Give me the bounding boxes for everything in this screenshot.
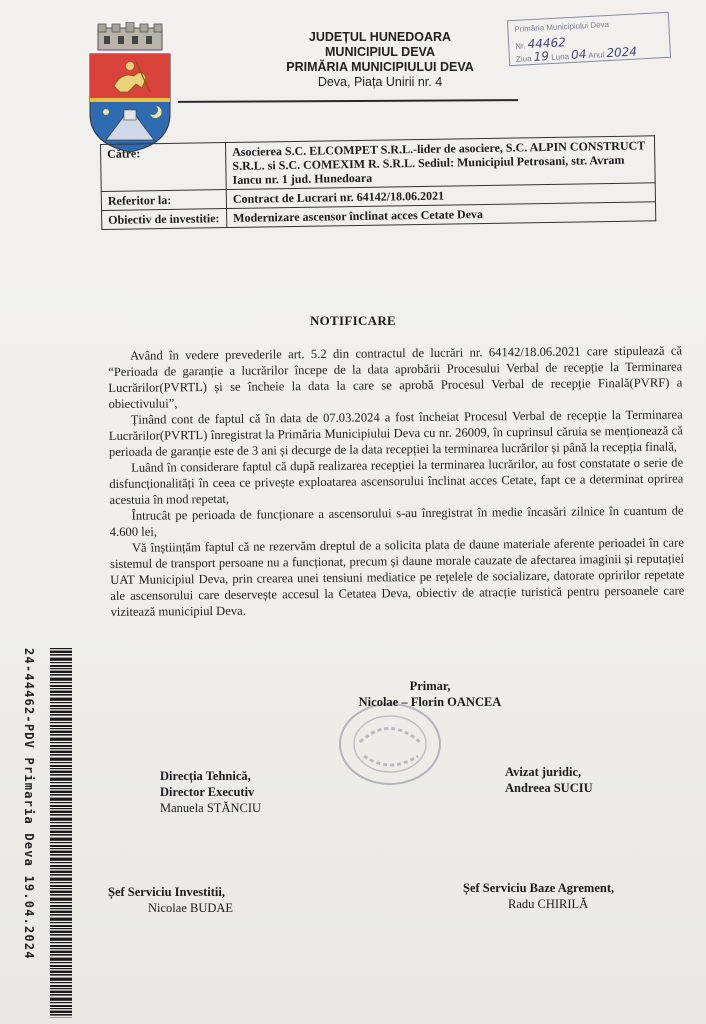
barcode-bar [50,771,72,773]
barcode-bar [50,858,72,861]
barcode-bar [50,788,72,789]
paragraph-malfunctions: Luând în considerare faptul că după realizarea recepției la terminarea lucrărilor, au fost constatate o serie de disfuncționalități în ceea ce privește exploatarea ascensorului înclinat acces Cetate, fapt ce a determinat oprirea acestuia în mod repetat, [109,455,684,507]
barcode-bar [50,738,72,741]
barcode-bar [50,718,72,721]
barcode-bar [50,828,72,829]
letterhead-city-hall: PRIMĂRIA MUNICIPIULUI DEVA [286,60,474,74]
registration-stamp-title: Primăria Municipiului Deva [514,19,610,34]
barcode-bar [50,891,72,893]
barcode-bar [50,851,72,853]
barcode-bar [50,794,72,796]
recreation-head-block [463,880,614,912]
barcode-bar [50,902,72,903]
barcode-bar [50,991,72,993]
side-registration-text: 24-44462-PDV Primaria Deva 19.04.2024 [22,648,36,960]
barcode-bar [50,758,72,761]
barcode-bar [50,848,72,849]
barcode-bar [50,1008,72,1009]
barcode-bar [50,868,72,869]
mayor-signature-block [345,678,515,710]
table-key-recipient: Către: [101,143,227,192]
investments-head-title: Șef Serviciu Investitii, [108,885,226,899]
barcode-bar [50,768,72,769]
barcode-bar [50,814,72,816]
mayor-title: Primar, [409,679,451,693]
barcode-bar [50,822,72,823]
barcode-bar [50,688,72,689]
barcode-bar [50,942,72,943]
barcode-bar [50,734,72,736]
barcode-bar [50,871,72,873]
table-value-objective: Modernizare ascensor înclinat acces Cetate Deva [227,202,656,228]
barcode-bar [50,874,72,876]
mayor-name: Nicolae – Florin OANCEA [358,695,502,709]
barcode-bar [50,762,72,763]
barcode-bar [50,654,72,656]
barcode-bar [50,968,72,969]
barcode-bar [50,818,72,821]
barcode-bar [50,774,72,776]
paragraph-contract-clause: Având în vedere prevederile art. 5.2 din contractul de lucrări nr. 64142/18.06.2021 care stipulează că “Perioada de garanție a lucrărilor începe de la data aprobării Procesului Verbal de recepție la Terminarea Lucrărilor(PVRTL) și se încheie la data la care se aprobă Procesul Verbal de recepție Finală(PVRF) a obiectivului”, [108,343,683,411]
technical-director-name: Manuela STĂNCIU [160,801,262,815]
barcode-bar [50,938,72,941]
barcode-bar [50,831,72,833]
barcode-bar [50,778,72,781]
barcode-bar [50,711,72,713]
barcode-bar [50,662,72,663]
barcode-bar [50,791,72,793]
barcode-bar [50,911,72,913]
barcode-bar [50,665,72,667]
paragraph-revenue: Întrucât pe perioada de funcționare a ascensorului s-au înregistrat în medie încasări zilnice în cuantum de 4.600 lei, [109,503,684,539]
barcode-bar [50,722,72,723]
barcode-bar [50,811,72,813]
barcode-bar [50,728,72,729]
barcode-bar [50,745,72,747]
header-divider [178,99,518,103]
barcode-bar [50,808,72,809]
letterhead-address: Deva, Piața Unirii nr. 4 [317,75,443,89]
registration-day-label: Ziua [515,54,532,64]
barcode-bar [50,648,72,649]
barcode-bar [50,751,72,753]
registration-month: 04 [570,47,587,62]
barcode-bar [50,702,72,703]
barcode-bar [50,922,72,923]
barcode-bar [50,825,72,827]
barcode-bar [50,705,72,707]
barcode-bar [50,714,72,716]
investments-head-block [108,884,233,916]
registration-number-label: Nr. [515,41,526,51]
barcode-bar [50,905,72,907]
barcode-bar [50,674,72,676]
paragraph-reception: Ținând cont de faptul că în data de 07.03.2024 a fost încheiat Procesul Verbal de recepție la Terminarea Lucrărilor(PVRTL) înregistrat la Primăria Municipiului Deva cu nr. 26009, în cuprinsul căruia se menționează că perioada de garanție este de 3 ani și decurge de la data recepției la terminarea lucrărilor și până la recepția finală, [108,407,683,459]
barcode-bar [50,671,72,673]
barcode-bar [50,885,72,887]
barcode [32,648,72,1018]
legal-approval-block [505,764,593,796]
notification-body [108,342,685,619]
barcode-bar [50,914,72,916]
barcode-bar [50,954,72,956]
barcode-bar [50,805,72,807]
barcode-bar [50,845,72,847]
barcode-bar [50,934,72,936]
letterhead [250,30,510,90]
recreation-head-title: Șef Serviciu Baze Agrement, [463,881,615,895]
table-key-objective: Obiectiv de investitie: [102,209,227,230]
table-value-recipient: Asocierea S.C. ELCOMPET S.R.L.-lider de asociere, S.C. ALPIN CONSTRUCT S.R.L. si S.C. COMEXIM R. S.R.L. Sediul: Municipiul Petrosani, str. Avram Iancu nr. 1 jud. Hunedoara [225,136,655,190]
registration-year-label: Anul [588,50,605,61]
barcode-bar [50,725,72,727]
barcode-bar [50,748,72,749]
barcode-bar [50,971,72,973]
barcode-bar [50,978,72,981]
legal-approval-name: Andreea SUCIU [505,781,593,795]
barcode-bar [50,668,72,669]
barcode-bar [50,948,72,949]
barcode-bar [50,888,72,889]
barcode-bar [50,878,72,881]
technical-director-title: Direcția Tehnică, [160,769,251,783]
registration-day: 19 [533,49,550,64]
barcode-bar [50,651,72,653]
barcode-bar [50,945,72,947]
barcode-bar [50,785,72,787]
barcode-bar [50,658,72,661]
barcode-bar [50,951,72,953]
letterhead-municipality: MUNICIPIUL DEVA [325,45,435,59]
barcode-bar [50,742,72,743]
barcode-bar [50,931,72,933]
barcode-bar [50,682,72,683]
letterhead-county: JUDEȚUL HUNEDOARA [308,30,452,44]
barcode-bar [50,802,72,803]
recreation-head-name: Radu CHIRILĂ [508,897,589,911]
barcode-bar [50,698,72,701]
technical-director-role: Director Executiv [160,785,255,799]
barcode-bar [50,994,72,996]
registration-stamp [507,12,671,66]
barcode-bar [50,782,72,783]
barcode-bar [50,865,72,867]
investments-head-name: Nicolae BUDAE [148,901,234,915]
table-value-reference: Contract de Lucrari nr. 64142/18.06.2021 [226,183,655,209]
barcode-bar [50,918,72,921]
registration-month-label: Luna [550,52,570,62]
registration-year: 2024 [606,44,638,61]
barcode-bar [50,678,72,681]
barcode-bar [50,925,72,927]
barcode-bar [50,854,72,856]
coat-of-arms-logo [84,22,176,154]
technical-director-block [160,768,261,816]
barcode-bar [50,694,72,696]
barcode-bar [50,691,72,693]
barcode-bar [50,928,72,929]
barcode-bar [50,988,72,989]
barcode-bar [50,965,72,967]
barcode-bar [50,842,72,843]
barcode-bar [50,1014,72,1016]
barcode-bar [50,1005,72,1007]
barcode-bar [50,798,72,801]
barcode-bar [50,754,72,756]
barcode-bar [50,882,72,883]
registration-number: 44462 [527,35,567,52]
barcode-bar [50,765,72,767]
legal-approval-title: Avizat juridic, [505,765,582,779]
barcode-bar [50,908,72,909]
barcode-bar [50,708,72,709]
barcode-bar [50,894,72,896]
table-key-reference: Referitor la: [101,190,226,211]
barcode-bar [50,982,72,983]
barcode-bar [50,838,72,841]
barcode-bar [50,974,72,976]
barcode-bar [50,731,72,733]
paragraph-damages: Vă înștiințăm faptul că ne rezervăm dreptul de a solicita plata de daune materiale aferente perioadei în care sistemul de transport persoane nu a funcționat, precum și daune morale cauzate de afectarea imaginii și reputației UAT Municipiul Deva, prin crearea unei tensiuni mediatice pe rețelele de socializare, datorate opririlor repetate ale ascensorului care deservește accesul la Cetatea Deva, obiectiv de atracție turistică pentru persoanele care vizitează municipiul Deva. [110,535,685,619]
barcode-bar [50,862,72,863]
recipient-table [100,135,656,230]
barcode-bar [50,958,72,961]
barcode-bar [50,685,72,687]
barcode-bar [50,1002,72,1003]
barcode-bar [50,962,72,963]
barcode-bar [50,985,72,987]
barcode-bar [50,998,72,1001]
barcode-bar [50,898,72,901]
barcode-bar [50,834,72,836]
barcode-bar [50,1011,72,1013]
document-title: NOTIFICARE [309,313,397,328]
